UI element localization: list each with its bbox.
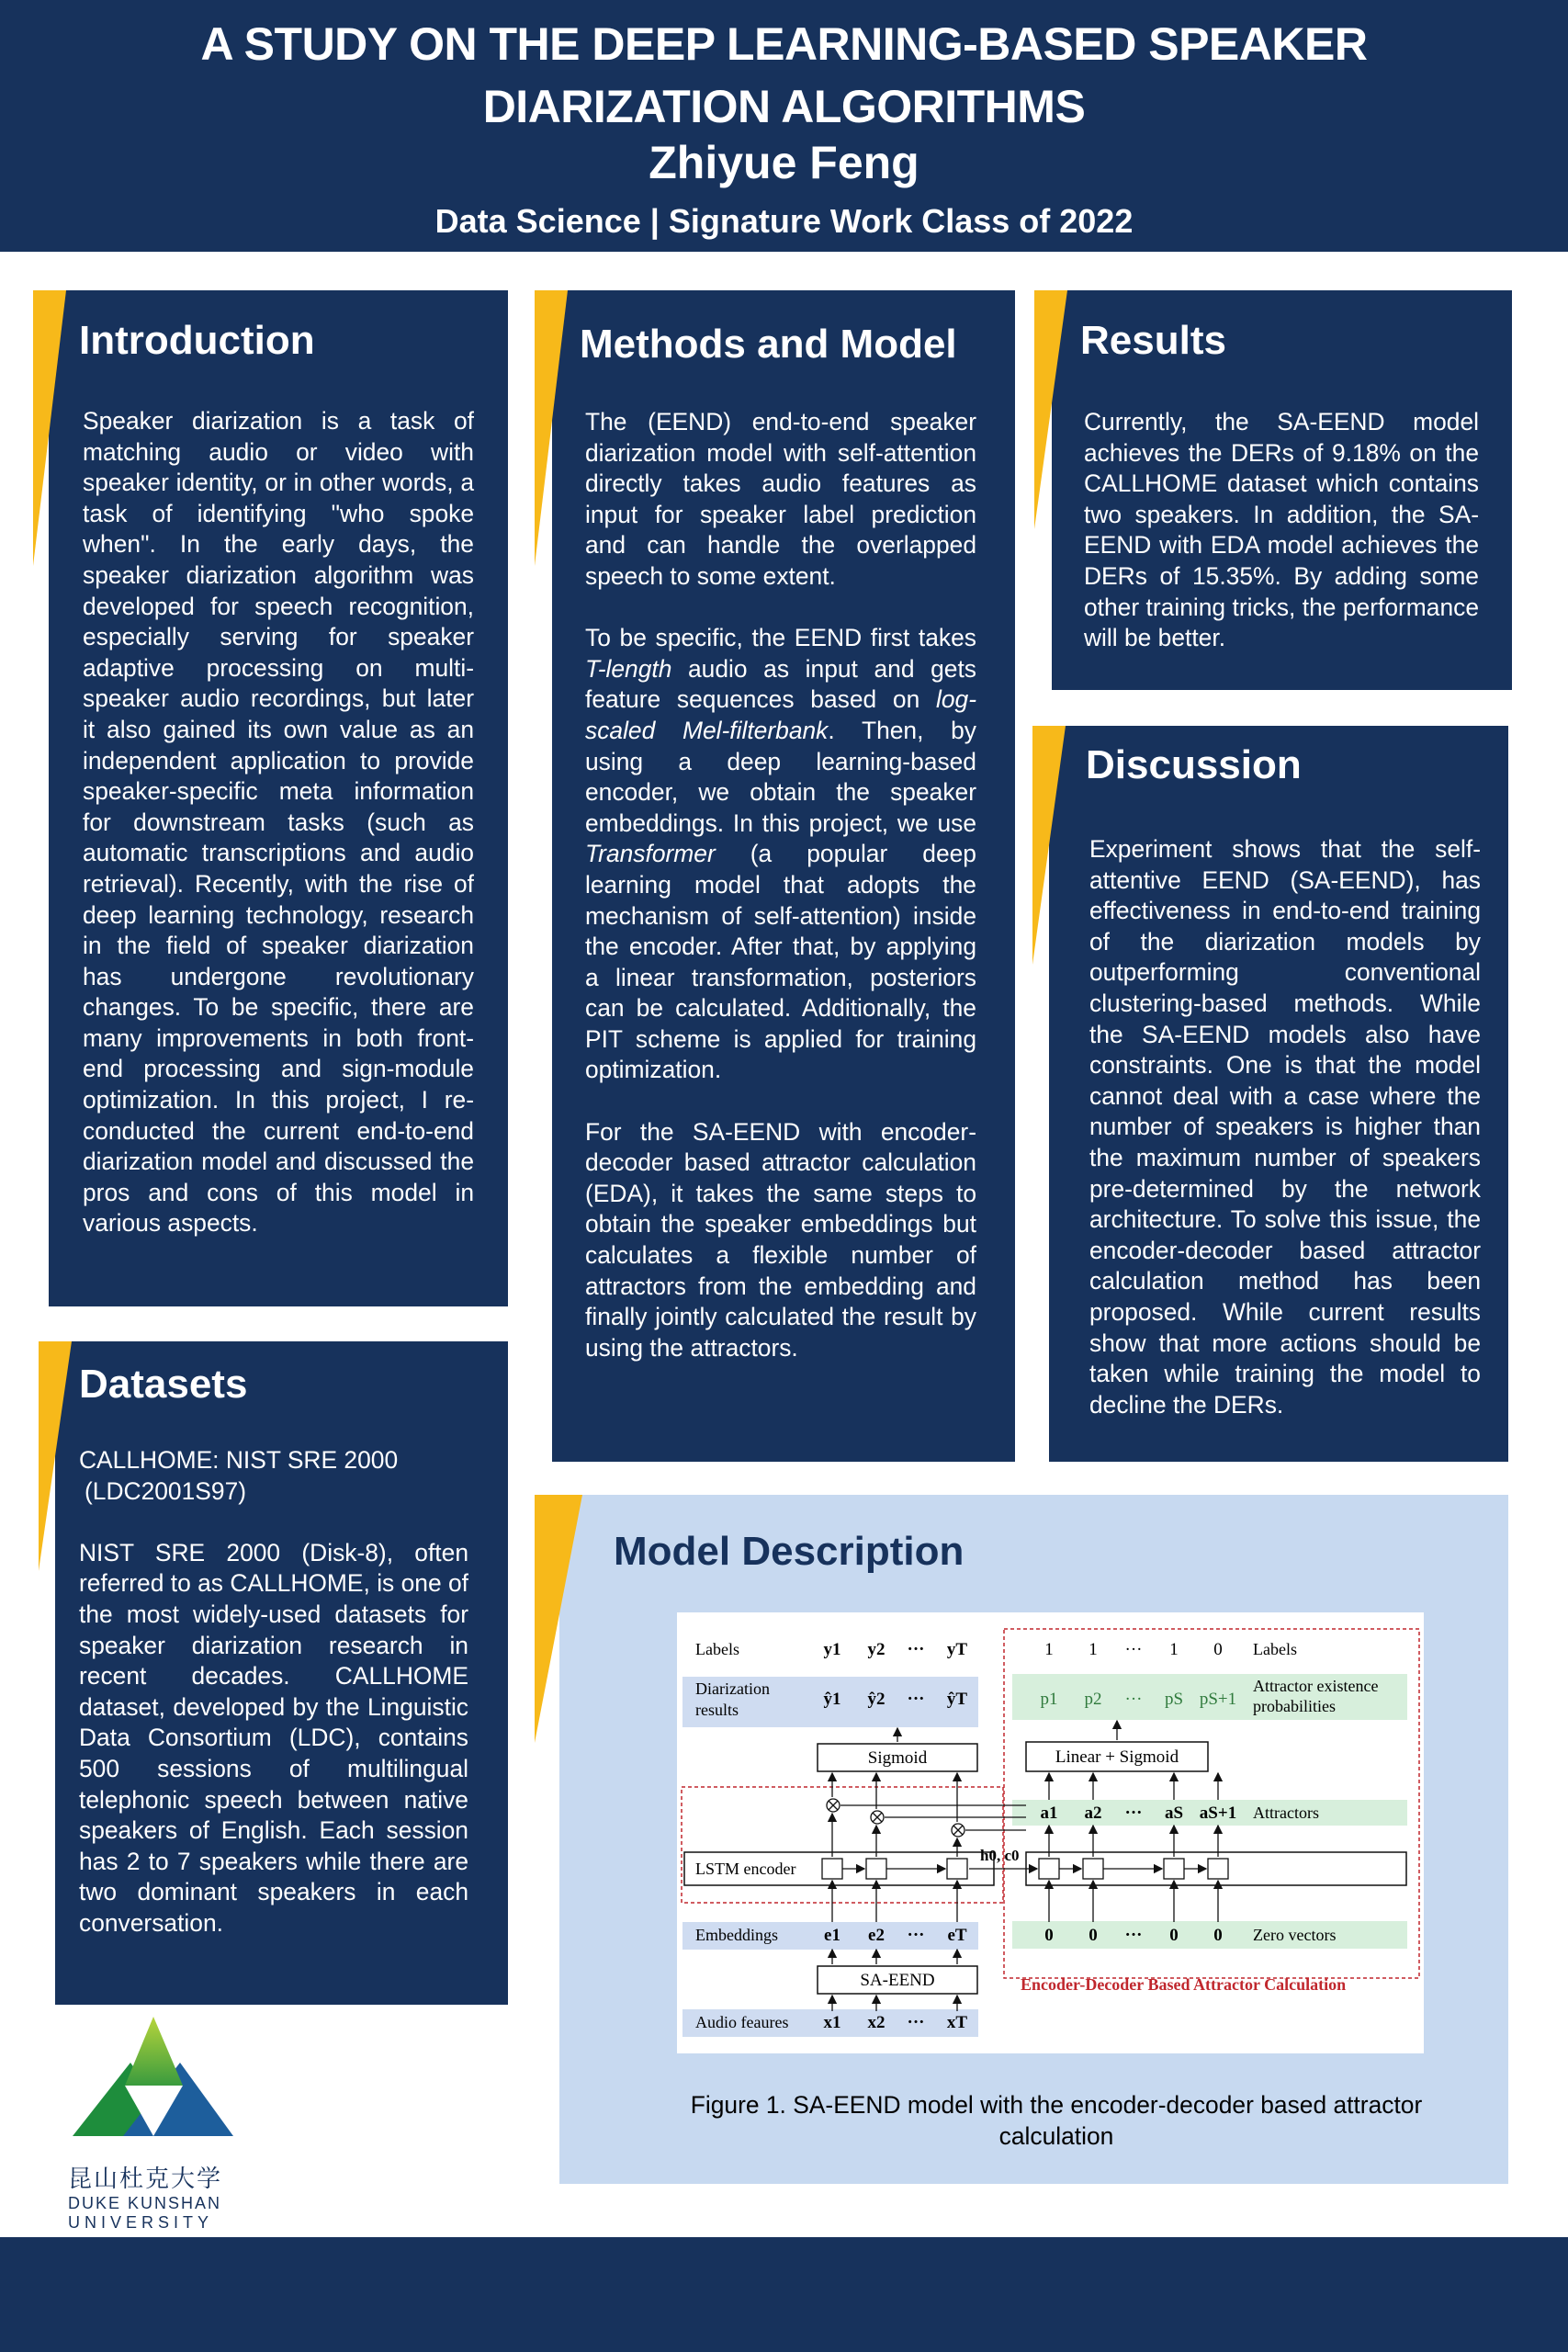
- discussion-body: [1089, 834, 1481, 1420]
- diagram-embedding-1: e2: [868, 1926, 885, 1945]
- diagram-zero-2: ···: [1124, 1926, 1143, 1945]
- diagram-attractor-label-1: 1: [1089, 1640, 1098, 1659]
- diagram-diarization-results-1: Diarization: [695, 1679, 770, 1698]
- results-text: Currently, the SA-EEND model achieves the DERs of 9.18% on the CALLHOME dataset which contains two speakers. In addition, the SA-EEND with EDA model achieves the DERs of 15.35%. By adding some other training tricks, the performance will be better.: [1084, 408, 1479, 652]
- introduction-body: [83, 406, 474, 1239]
- diagram-attractor-0: a1: [1040, 1804, 1058, 1823]
- datasets-accent: [39, 1341, 72, 1571]
- diagram-attractor-label-3: 1: [1169, 1640, 1179, 1659]
- diagram-sa-eend: SA-EEND: [860, 1971, 935, 1990]
- dku-logo-line1: DUKE KUNSHAN: [68, 2194, 222, 2212]
- diagram-audio-x-0: x1: [823, 2013, 841, 2032]
- diagram-zero-1: 0: [1089, 1926, 1098, 1945]
- diagram-zero-3: 0: [1169, 1926, 1179, 1945]
- methods-body: [585, 407, 976, 1363]
- datasets-text: NIST SRE 2000 (Disk-8), often referred to as CALLHOME, is one of the most widely-used datasets for speaker diarization research in recent decades. CALLHOME dataset, developed by the Linguistic Data Consortium (LDC), contains 500 sessions of multilingual telephonic speech between native speakers of English. Each session has 2 to 7 speakers while there are two dominant speakers in each conversation.: [79, 1538, 468, 1937]
- results-accent: [1034, 290, 1067, 529]
- diagram-attractors: Attractors: [1253, 1804, 1319, 1822]
- diagram-label-y-3: yT: [946, 1640, 968, 1659]
- diagram-attractor-label-4: 0: [1213, 1640, 1223, 1659]
- diagram-labels-left: Labels: [695, 1640, 739, 1658]
- diagram-eda-label: Encoder-Decoder Based Attractor Calculation: [1021, 1975, 1347, 1994]
- poster-title: A STUDY ON THE DEEP LEARNING-BASED SPEAKER DIARIZATION ALGORITHMS: [200, 18, 1368, 132]
- datasets-source-line2: (LDC2001S97): [85, 1476, 247, 1505]
- diagram-embedding-0: e1: [824, 1926, 840, 1945]
- diagram-audio-x-2: ···: [907, 2013, 925, 2032]
- methods-accent: [535, 290, 568, 566]
- methods-paragraph-3: For the SA-EEND with encoder-decoder based attractor calculation (EDA), it takes the same steps to obtain the speaker embeddings but calculates a flexible number of attractors from the embedding and finally jointly calculated the result by using the attractors.: [585, 1117, 976, 1362]
- eend-eda-diagram: [677, 1612, 1424, 2053]
- poster-footer: [0, 2237, 1568, 2352]
- diagram-audio-x-3: xT: [946, 2013, 968, 2032]
- diagram-yhat-1: ŷ2: [867, 1690, 886, 1709]
- diagram-yhat-0: ŷ1: [823, 1690, 841, 1709]
- diagram-sigmoid: Sigmoid: [867, 1748, 928, 1768]
- diagram-attractor-2: ···: [1124, 1804, 1143, 1823]
- diagram-attractor-prob-1: Attractor existence: [1253, 1677, 1379, 1695]
- diagram-h0c0: h0, c0: [980, 1847, 1020, 1864]
- diagram-audio-features: Audio feaures: [695, 2013, 789, 2031]
- diagram-zero-4: 0: [1213, 1926, 1223, 1945]
- diagram-prob-1: p2: [1084, 1690, 1102, 1709]
- diagram-prob-2: ···: [1124, 1690, 1143, 1709]
- diagram-label-y-0: y1: [823, 1640, 841, 1659]
- diagram-audio-x-1: x2: [867, 2013, 886, 2032]
- methods-paragraph-2: To be specific, the EEND first takes T-length audio as input and gets feature sequences based on log-scaled Mel-filterbank. Then, by using a deep learning-based encoder, we obtain the speaker embeddings. In this project, we use Transformer (a popular deep learning model that adopts the mechanism of self-attention) inside the encoder. After that, by applying a linear transformation, posteriors can be calculated. Additionally, the PIT scheme is applied for training optimization.: [585, 624, 976, 1084]
- diagram-zero-vectors: Zero vectors: [1253, 1926, 1337, 1944]
- dku-logo-mark: [68, 2012, 243, 2150]
- diagram-attractor-label-2: ···: [1124, 1640, 1143, 1659]
- methods-paragraph-1: The (EEND) end-to-end speaker diarization model with self-attention directly takes audio features as input for speaker label prediction and can handle the overlapped speech to some extent.: [585, 408, 976, 590]
- diagram-attractor-prob-2: probabilities: [1253, 1697, 1336, 1715]
- diagram-embedding-2: ···: [907, 1926, 925, 1945]
- datasets-title: Datasets: [79, 1362, 248, 1407]
- dku-logo-chinese: 昆山杜克大学: [68, 2165, 223, 2193]
- datasets-body: [79, 1445, 468, 1939]
- diagram-attractor-label-0: 1: [1044, 1640, 1054, 1659]
- poster-subtitle: Data Science | Signature Work Class of 2022: [434, 202, 1134, 240]
- diagram-lstm-encoder: LSTM encoder: [695, 1860, 796, 1878]
- diagram-labels-right: Labels: [1253, 1640, 1297, 1658]
- discussion-accent: [1032, 726, 1066, 965]
- discussion-title: Discussion: [1086, 742, 1302, 787]
- model-description-title: Model Description: [614, 1529, 964, 1574]
- diagram-embeddings: Embeddings: [695, 1926, 778, 1944]
- methods-title: Methods and Model: [580, 322, 957, 367]
- diagram-yhat-2: ···: [907, 1690, 925, 1709]
- figure-caption: Figure 1. SA-EEND model with the encoder-decoder based attractor calculation: [690, 2091, 1423, 2150]
- results-body: [1084, 407, 1479, 654]
- introduction-accent: [33, 290, 66, 566]
- introduction-title: Introduction: [79, 318, 315, 363]
- diagram-label-y-2: ···: [907, 1640, 925, 1659]
- diagram-linear-sigmoid: Linear + Sigmoid: [1055, 1747, 1179, 1767]
- dku-logo-line2: UNIVERSITY: [68, 2213, 214, 2232]
- dku-logo: [68, 2012, 243, 2233]
- diagram-attractor-4: aS+1: [1199, 1804, 1237, 1823]
- diagram-diarization-results-2: results: [695, 1701, 739, 1719]
- diagram-prob-0: p1: [1040, 1690, 1058, 1709]
- author-name: Zhiyue Feng: [649, 137, 919, 188]
- poster-header: [0, 0, 1568, 252]
- diagram-prob-3: pS: [1164, 1690, 1184, 1709]
- diagram-yhat-3: ŷT: [946, 1690, 968, 1709]
- model-description-accent: [535, 1495, 582, 1743]
- diagram-label-y-1: y2: [867, 1640, 886, 1659]
- datasets-source-line1: CALLHOME: NIST SRE 2000: [79, 1446, 399, 1474]
- diagram-attractor-3: aS: [1164, 1804, 1184, 1823]
- diagram-embedding-3: eT: [947, 1926, 967, 1945]
- discussion-text: Experiment shows that the self-attentive EEND (SA-EEND), has effectiveness in end-to-end training of the diarization models by outperforming conventional clustering-based methods. While the SA-EEND models also have constraints. One is that the model cannot deal with a case where the number of speakers is higher than the maximum number of speakers pre-determined by the network architecture. To solve this issue, the encoder-decoder based attractor calculation method has been proposed. While current results show that more actions should be taken while training the model to decline the DERs.: [1089, 835, 1481, 1419]
- diagram-attractor-1: a2: [1084, 1804, 1102, 1823]
- diagram-prob-4: pS+1: [1199, 1690, 1237, 1709]
- diagram-zero-0: 0: [1044, 1926, 1054, 1945]
- results-title: Results: [1080, 318, 1226, 363]
- introduction-text: Speaker diarization is a task of matching audio or video with speaker identity, or in other words, a task of identifying "who spoke when". In the early days, the speaker diarization algorithm was developed for speech recognition, especially serving for speaker adaptive processing on multi-speaker audio recordings, but later it also gained its own value as an independent application to provide speaker-specific meta information for downstream tasks (such as automatic transcriptions and audio retrieval). Recently, with the rise of deep learning technology, research in the field of speaker diarization has undergone revolutionary changes. To be specific, there are many improvements in both front-end processing and sign-module optimization. In this project, I re-conducted the current end-to-end diarization model and discussed the pros and cons of this model in various aspects.: [83, 407, 474, 1238]
